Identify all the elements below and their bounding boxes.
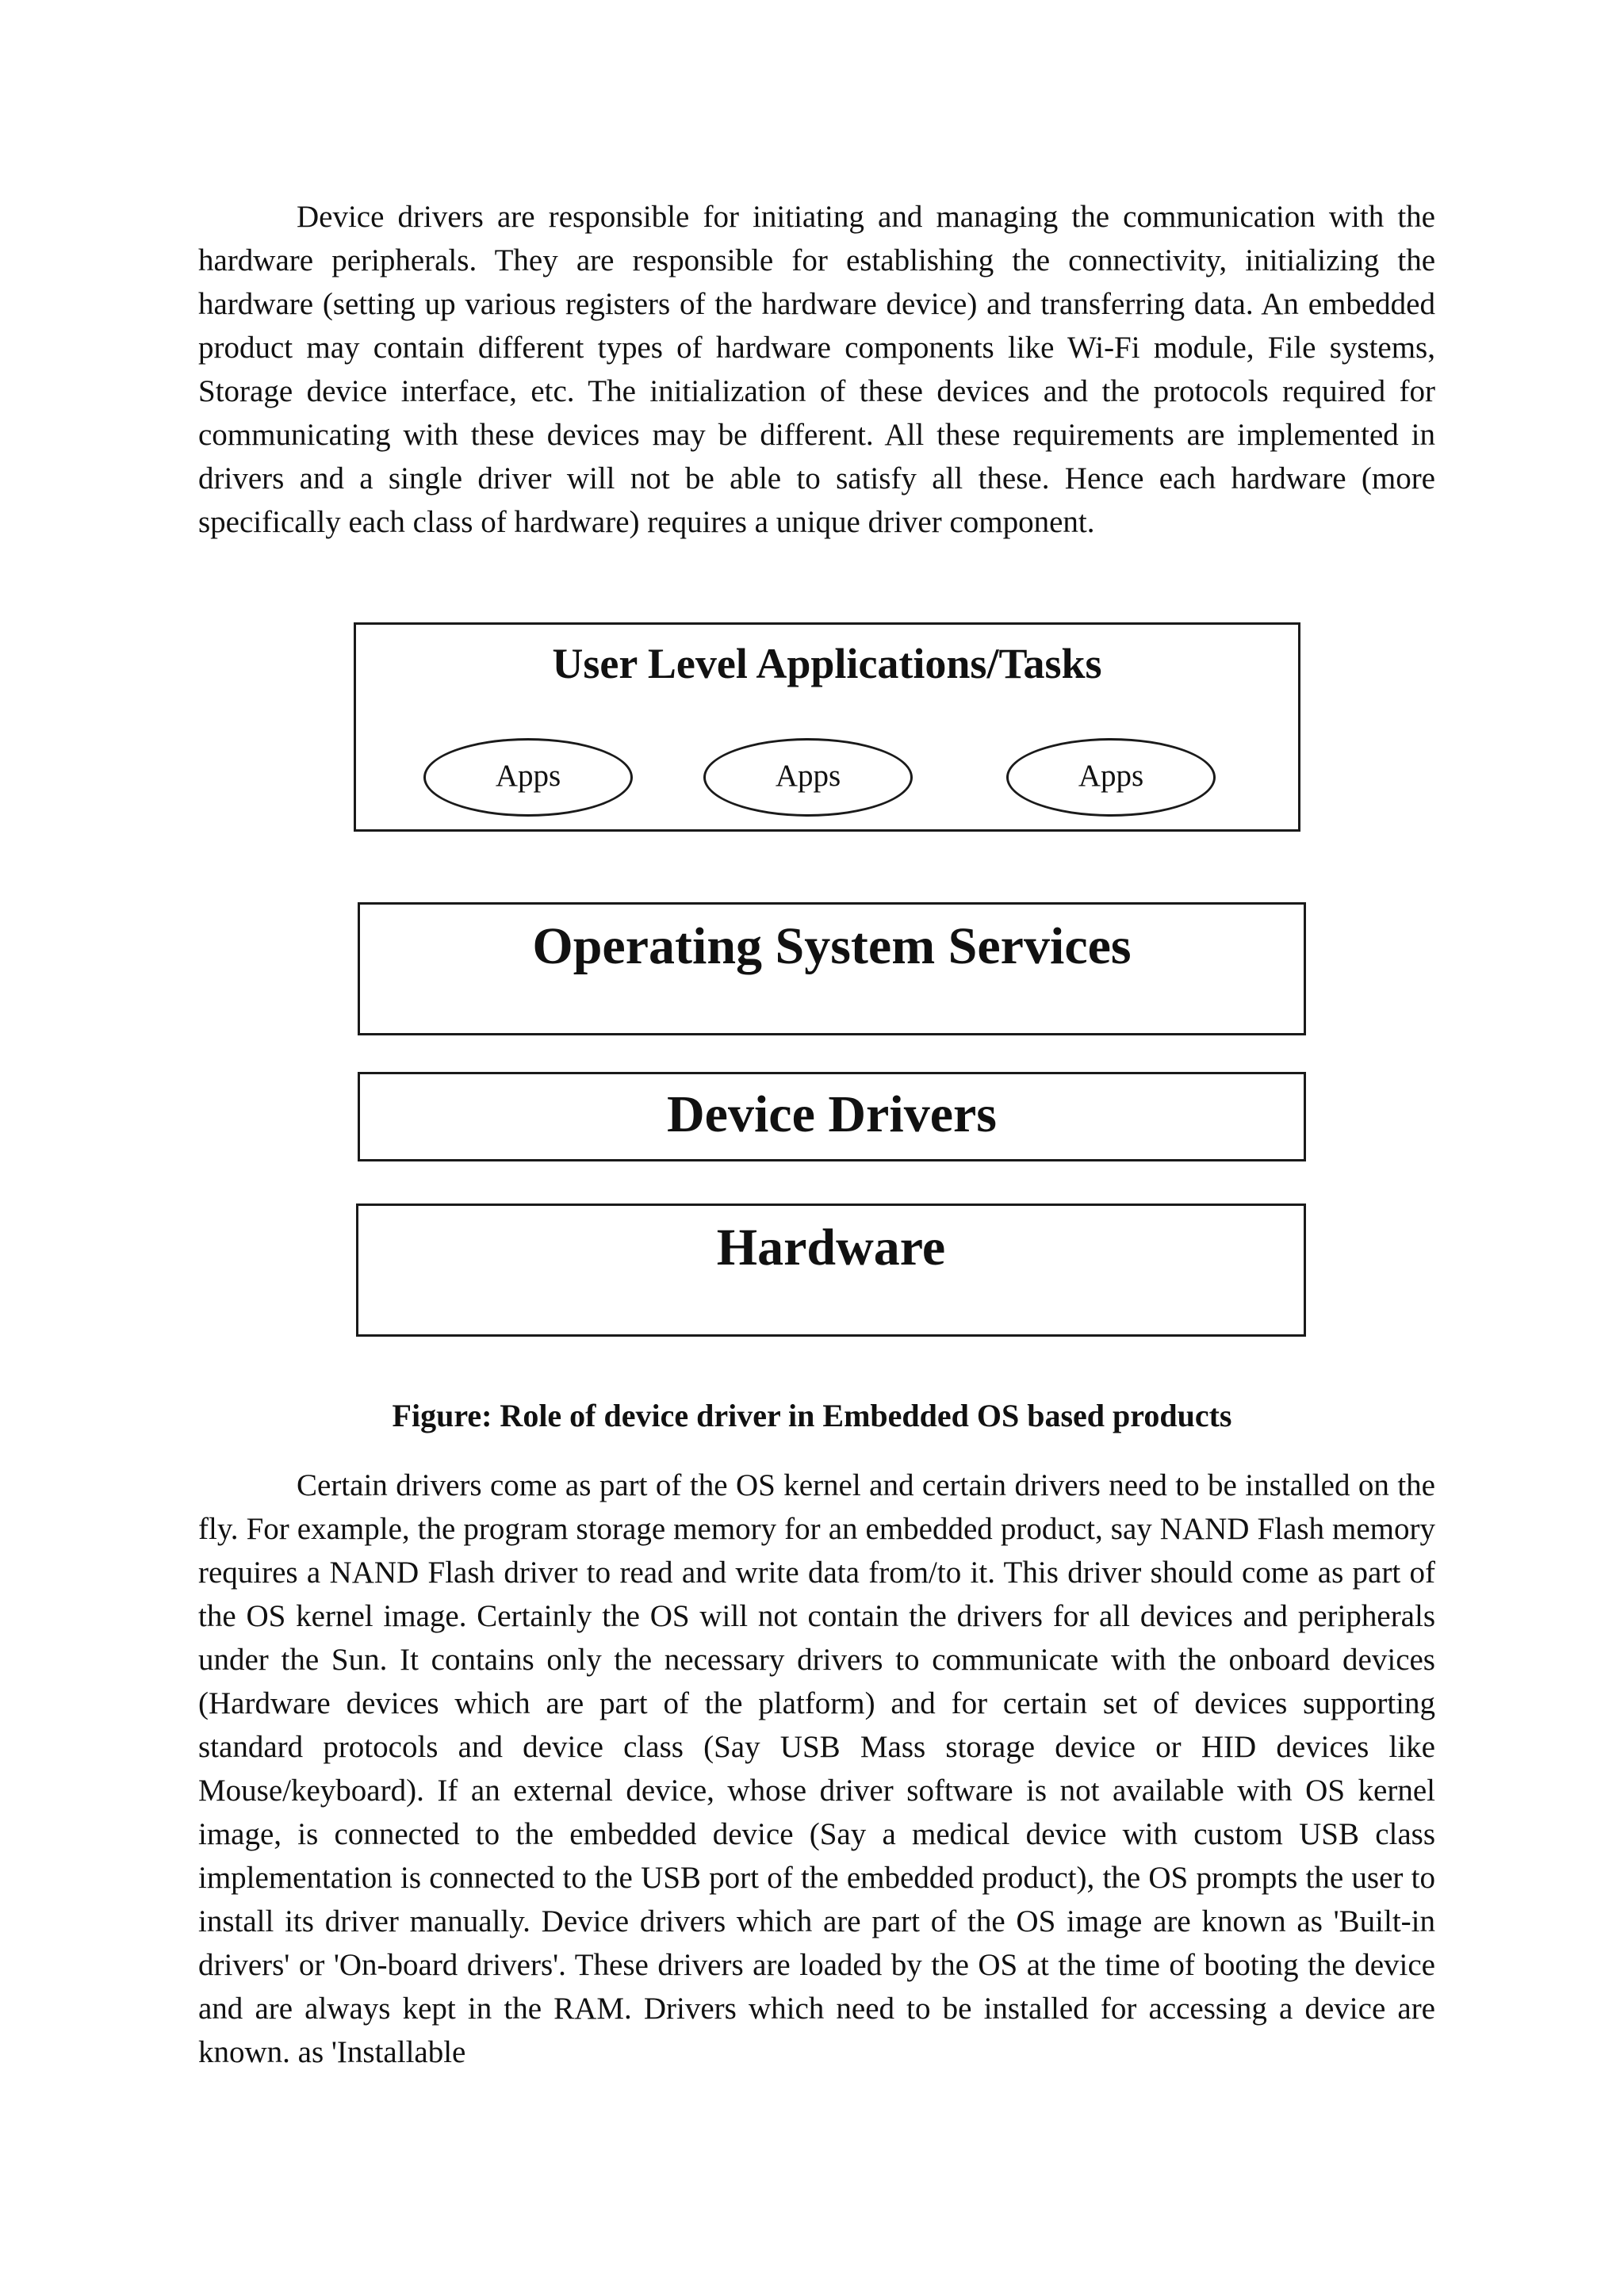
hardware-box — [356, 1203, 1306, 1337]
figure-caption: Figure: Role of device driver in Embedded OS based products — [392, 1398, 1232, 1433]
paragraph-intro-text: Device drivers are responsible for initiating and managing the communication with the hardware peripherals. They are responsible for establishing the connectivity, initializing the hardware (setting up various registers of the hardware device) and transferring data. An embedded product may contain different types of hardware components like Wi-Fi module, File systems, Storage device interface, etc. The initialization of these devices and the protocols required for communicating with these devices may be different. All these requirements are implemented in drivers and a single driver will not be able to satisfy all these. Hence each hardware (more specifically each class of hardware) requires a unique driver component. — [198, 200, 1435, 539]
os-services-label: Operating System Services — [532, 917, 1132, 975]
apps-oval: Apps — [703, 738, 913, 817]
apps-oval: Apps — [1006, 738, 1216, 817]
paragraph-drivers — [198, 1464, 1435, 2074]
apps-oval: Apps — [423, 738, 633, 817]
paragraph-intro — [198, 195, 1435, 544]
paragraph-drivers-text: Certain drivers come as part of the OS kernel and certain drivers need to be installed on the fly. For example, the program storage memory for an embedded product, say NAND Flash memory requires a NAND Flash driver to read and write data from/to it. This driver should come as part of the OS kernel image. Certainly the OS will not contain the drivers for all devices and peripherals under the Sun. It contains only the necessary drivers to communicate with the onboard devices (Hardware devices which are part of the platform) and for certain set of devices supporting standard protocols and device class (Say USB Mass storage device or HID devices like Mouse/keyboard). If an external device, whose driver software is not available with OS kernel image, is connected to the embedded device (Say a medical device with custom USB class implementation is connected to the USB port of the embedded product), the OS prompts the user to install its driver manually. Device drivers which are part of the OS image are known as 'Built-in drivers' or 'On-board drivers'. These drivers are loaded by the OS at the time of booting the device and are always kept in the RAM. Drivers which need to be installed for accessing a device are known. as 'Installable — [198, 1468, 1435, 2069]
user-level-box — [354, 622, 1300, 832]
device-drivers-box — [358, 1072, 1306, 1161]
hardware-label: Hardware — [716, 1219, 946, 1276]
os-services-box — [358, 902, 1306, 1035]
user-level-title: User Level Applications/Tasks — [552, 640, 1102, 687]
device-drivers-label: Device Drivers — [667, 1085, 997, 1143]
